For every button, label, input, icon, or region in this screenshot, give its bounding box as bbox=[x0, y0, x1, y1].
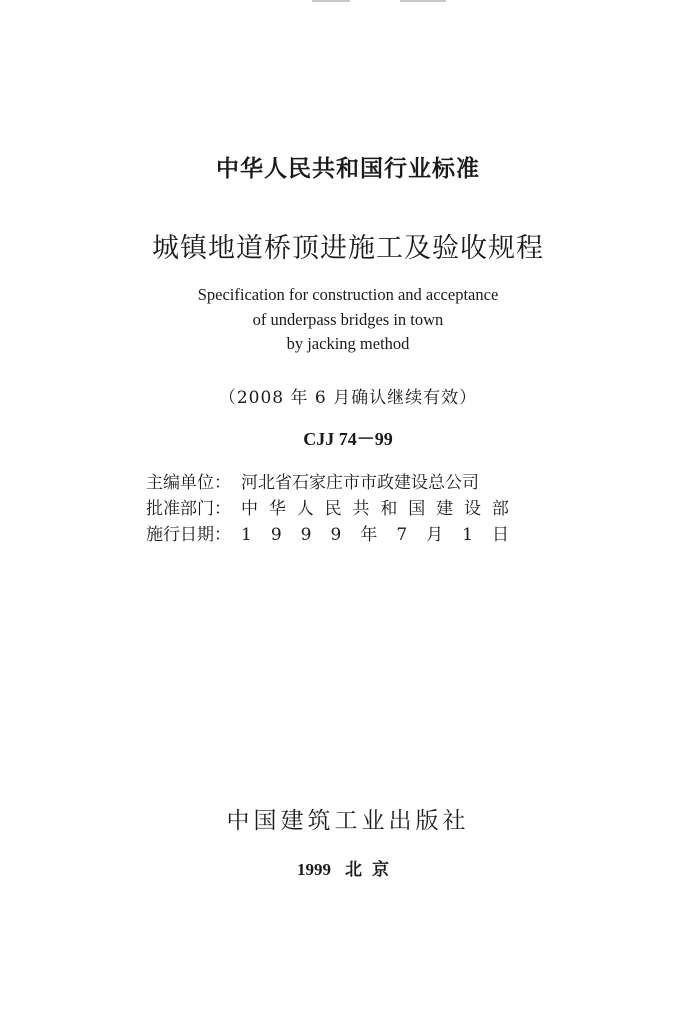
effective-date-char: 月 bbox=[426, 525, 444, 545]
effective-date-char: 9 bbox=[270, 525, 282, 545]
approver-char: 人 bbox=[296, 499, 314, 519]
effective-date-label: 施行日期： bbox=[146, 525, 231, 545]
effective-date-char: 1 bbox=[462, 525, 473, 545]
publication-info bbox=[146, 470, 509, 548]
approver-char: 部 bbox=[491, 499, 509, 519]
effective-date-char: 7 bbox=[396, 525, 408, 545]
approver-label: 批准部门： bbox=[146, 499, 231, 519]
effective-date-char: 9 bbox=[330, 525, 342, 545]
publisher: 中国建筑工业出版社 bbox=[226, 808, 470, 834]
approver-char: 国 bbox=[408, 499, 426, 519]
editor-row bbox=[146, 470, 509, 496]
imprint-city: 北京 bbox=[345, 860, 399, 880]
validity-note: （2008 年 6 月确认继续有效） bbox=[218, 388, 478, 408]
title-english bbox=[0, 283, 696, 357]
effective-date-value bbox=[241, 522, 509, 548]
title-english-line: of underpass bridges in town bbox=[252, 309, 444, 329]
effective-date-char: 9 bbox=[300, 525, 312, 545]
approver-char: 中 bbox=[241, 499, 258, 519]
effective-date-row bbox=[146, 522, 509, 548]
approver-char: 和 bbox=[380, 499, 398, 519]
effective-date-char: 日 bbox=[491, 525, 509, 545]
standard-category: 中华人民共和国行业标准 bbox=[216, 156, 480, 182]
imprint-year: 1999 bbox=[297, 860, 331, 879]
scan-mark-left bbox=[312, 0, 350, 2]
editor-label: 主编单位： bbox=[146, 473, 231, 493]
approver-char: 设 bbox=[464, 499, 481, 519]
imprint bbox=[0, 855, 696, 880]
title-chinese: 城镇地道桥顶进施工及验收规程 bbox=[152, 233, 544, 264]
effective-date-char: 年 bbox=[360, 525, 378, 545]
approver-row bbox=[146, 496, 509, 522]
standard-code: CJJ 74－99 bbox=[303, 429, 393, 449]
approver-char: 华 bbox=[268, 499, 286, 519]
approver-value bbox=[241, 496, 509, 522]
editor-value: 河北省石家庄市市政建设总公司 bbox=[241, 473, 479, 493]
scan-mark-right bbox=[400, 0, 446, 2]
title-english-line: Specification for construction and acceptance bbox=[197, 285, 499, 304]
approver-char: 共 bbox=[352, 499, 370, 519]
effective-date-char: 1 bbox=[241, 525, 252, 545]
approver-char: 民 bbox=[324, 499, 342, 519]
title-english-line: by jacking method bbox=[286, 334, 410, 353]
approver-char: 建 bbox=[436, 499, 454, 519]
